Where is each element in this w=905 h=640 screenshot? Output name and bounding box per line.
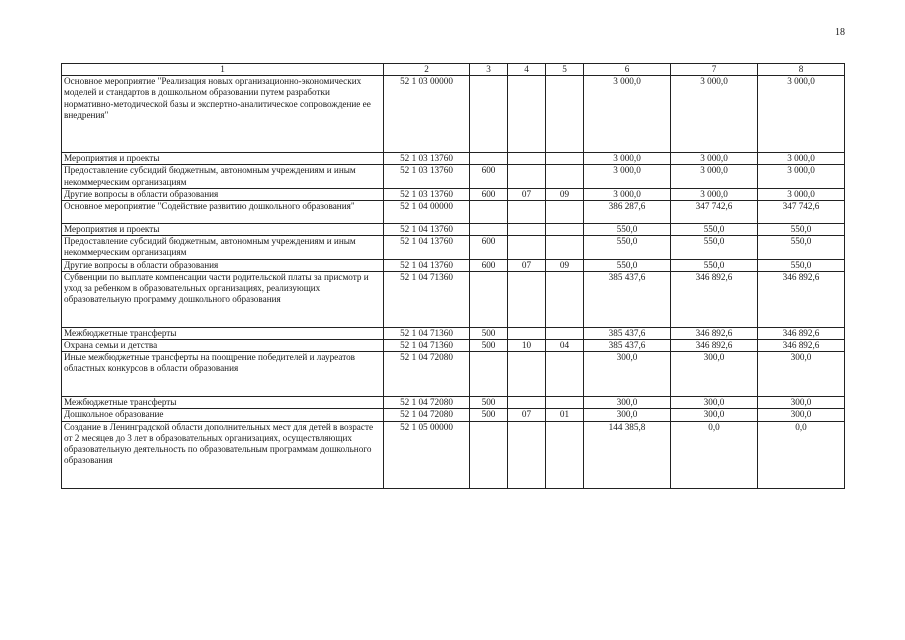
expense-type-cell: 500 [470,409,508,421]
row-name-cell: Субвенции по выплате компенсации части родительской платы за присмотр и уход за ребенком в образовательных организациях, реализующих образовательную программу дошкольного образования [62,271,384,327]
table-row [62,224,845,236]
table-row [62,421,845,488]
expense-type-cell: 600 [470,236,508,259]
amount-year2-cell: 346 892,6 [671,340,758,352]
amount-year3-cell: 346 892,6 [758,271,845,327]
amount-year3-cell: 550,0 [758,236,845,259]
amount-year2-cell: 3 000,0 [671,165,758,188]
table-row [62,352,845,397]
expense-type-cell [470,201,508,224]
column-header: 6 [584,64,671,76]
target-code-cell: 52 1 05 00000 [384,421,470,488]
column-header: 3 [470,64,508,76]
table-row [62,236,845,259]
expense-type-cell [470,76,508,153]
target-code-cell: 52 1 03 13760 [384,188,470,200]
target-code-cell: 52 1 04 00000 [384,201,470,224]
amount-year1-cell: 385 437,6 [584,271,671,327]
section-cell [508,165,546,188]
amount-year2-cell: 346 892,6 [671,271,758,327]
amount-year2-cell: 0,0 [671,421,758,488]
section-cell: 10 [508,340,546,352]
amount-year1-cell: 550,0 [584,224,671,236]
target-code-cell: 52 1 04 71360 [384,340,470,352]
amount-year1-cell: 300,0 [584,352,671,397]
expense-type-cell [470,352,508,397]
subsection-cell [546,397,584,409]
amount-year3-cell: 3 000,0 [758,188,845,200]
table-row [62,327,845,339]
row-name-cell: Межбюджетные трансферты [62,327,384,339]
row-name-cell: Создание в Ленинградской области дополнительных мест для детей в возрасте от 2 месяцев до 3 лет в образовательных организациях, осуществляющих образовательную деятельность по образовательным программам дошкольного образования [62,421,384,488]
column-header: 7 [671,64,758,76]
target-code-cell: 52 1 04 13760 [384,259,470,271]
expense-type-cell [470,271,508,327]
table-row [62,271,845,327]
section-cell [508,236,546,259]
row-name-cell: Мероприятия и проекты [62,153,384,165]
page-number: 18 [835,27,845,38]
expense-type-cell: 600 [470,188,508,200]
amount-year3-cell: 3 000,0 [758,153,845,165]
subsection-cell [546,201,584,224]
table-row [62,340,845,352]
amount-year1-cell: 550,0 [584,236,671,259]
table-row [62,397,845,409]
amount-year3-cell: 300,0 [758,409,845,421]
amount-year1-cell: 300,0 [584,409,671,421]
target-code-cell: 52 1 04 72080 [384,352,470,397]
target-code-cell: 52 1 04 72080 [384,397,470,409]
row-name-cell: Основное мероприятие "Содействие развитию дошкольного образования" [62,201,384,224]
row-name-cell: Предоставление субсидий бюджетным, автономным учреждениям и иным некоммерческим организациям [62,165,384,188]
amount-year2-cell: 347 742,6 [671,201,758,224]
subsection-cell [546,421,584,488]
expense-type-cell: 500 [470,327,508,339]
amount-year3-cell: 3 000,0 [758,165,845,188]
section-cell [508,327,546,339]
row-name-cell: Другие вопросы в области образования [62,259,384,271]
amount-year2-cell: 550,0 [671,224,758,236]
amount-year1-cell: 300,0 [584,397,671,409]
amount-year1-cell: 144 385,8 [584,421,671,488]
column-header: 5 [546,64,584,76]
amount-year2-cell: 550,0 [671,259,758,271]
amount-year2-cell: 3 000,0 [671,153,758,165]
section-cell [508,224,546,236]
column-header: 2 [384,64,470,76]
amount-year1-cell: 385 437,6 [584,340,671,352]
table-row [62,153,845,165]
expense-type-cell: 600 [470,165,508,188]
table-header-row [62,64,845,76]
section-cell: 07 [508,409,546,421]
expense-type-cell: 600 [470,259,508,271]
target-code-cell: 52 1 04 13760 [384,224,470,236]
section-cell: 07 [508,188,546,200]
section-cell [508,271,546,327]
column-header: 8 [758,64,845,76]
subsection-cell [546,153,584,165]
amount-year3-cell: 0,0 [758,421,845,488]
subsection-cell [546,271,584,327]
amount-year2-cell: 300,0 [671,397,758,409]
target-code-cell: 52 1 03 00000 [384,76,470,153]
row-name-cell: Другие вопросы в области образования [62,188,384,200]
subsection-cell: 09 [546,259,584,271]
amount-year3-cell: 346 892,6 [758,340,845,352]
amount-year3-cell: 300,0 [758,397,845,409]
expense-type-cell [470,153,508,165]
amount-year3-cell: 346 892,6 [758,327,845,339]
section-cell [508,153,546,165]
target-code-cell: 52 1 04 71360 [384,271,470,327]
amount-year2-cell: 300,0 [671,409,758,421]
column-header: 1 [62,64,384,76]
table-row [62,165,845,188]
section-cell [508,421,546,488]
subsection-cell: 04 [546,340,584,352]
subsection-cell [546,327,584,339]
subsection-cell [546,76,584,153]
target-code-cell: 52 1 03 13760 [384,165,470,188]
amount-year3-cell: 300,0 [758,352,845,397]
amount-year2-cell: 550,0 [671,236,758,259]
amount-year2-cell: 300,0 [671,352,758,397]
column-header: 4 [508,64,546,76]
target-code-cell: 52 1 03 13760 [384,153,470,165]
amount-year1-cell: 3 000,0 [584,153,671,165]
amount-year1-cell: 386 287,6 [584,201,671,224]
section-cell [508,201,546,224]
amount-year2-cell: 3 000,0 [671,76,758,153]
target-code-cell: 52 1 04 72080 [384,409,470,421]
target-code-cell: 52 1 04 71360 [384,327,470,339]
subsection-cell [546,352,584,397]
expense-type-cell: 500 [470,397,508,409]
expense-type-cell: 500 [470,340,508,352]
expense-type-cell [470,224,508,236]
row-name-cell: Охрана семьи и детства [62,340,384,352]
table-row [62,201,845,224]
row-name-cell: Иные межбюджетные трансферты на поощрение победителей и лауреатов областных конкурсов в области образования [62,352,384,397]
amount-year2-cell: 346 892,6 [671,327,758,339]
table-row [62,409,845,421]
amount-year3-cell: 550,0 [758,224,845,236]
section-cell: 07 [508,259,546,271]
amount-year3-cell: 347 742,6 [758,201,845,224]
subsection-cell [546,165,584,188]
subsection-cell: 01 [546,409,584,421]
table-row [62,76,845,153]
table-row [62,188,845,200]
amount-year3-cell: 3 000,0 [758,76,845,153]
expense-type-cell [470,421,508,488]
row-name-cell: Основное мероприятие "Реализация новых организационно-экономических моделей и стандартов в дошкольном образовании путем разработки нормативно-методической базы и экспертно-аналитическое сопровождение ее внедрения" [62,76,384,153]
target-code-cell: 52 1 04 13760 [384,236,470,259]
amount-year1-cell: 3 000,0 [584,188,671,200]
row-name-cell: Межбюджетные трансферты [62,397,384,409]
budget-table [61,63,845,489]
subsection-cell [546,224,584,236]
row-name-cell: Мероприятия и проекты [62,224,384,236]
amount-year3-cell: 550,0 [758,259,845,271]
subsection-cell [546,236,584,259]
section-cell [508,352,546,397]
table-row [62,259,845,271]
amount-year1-cell: 3 000,0 [584,76,671,153]
section-cell [508,397,546,409]
row-name-cell: Дошкольное образование [62,409,384,421]
row-name-cell: Предоставление субсидий бюджетным, автономным учреждениям и иным некоммерческим организациям [62,236,384,259]
amount-year1-cell: 385 437,6 [584,327,671,339]
amount-year1-cell: 3 000,0 [584,165,671,188]
amount-year2-cell: 3 000,0 [671,188,758,200]
amount-year1-cell: 550,0 [584,259,671,271]
section-cell [508,76,546,153]
subsection-cell: 09 [546,188,584,200]
